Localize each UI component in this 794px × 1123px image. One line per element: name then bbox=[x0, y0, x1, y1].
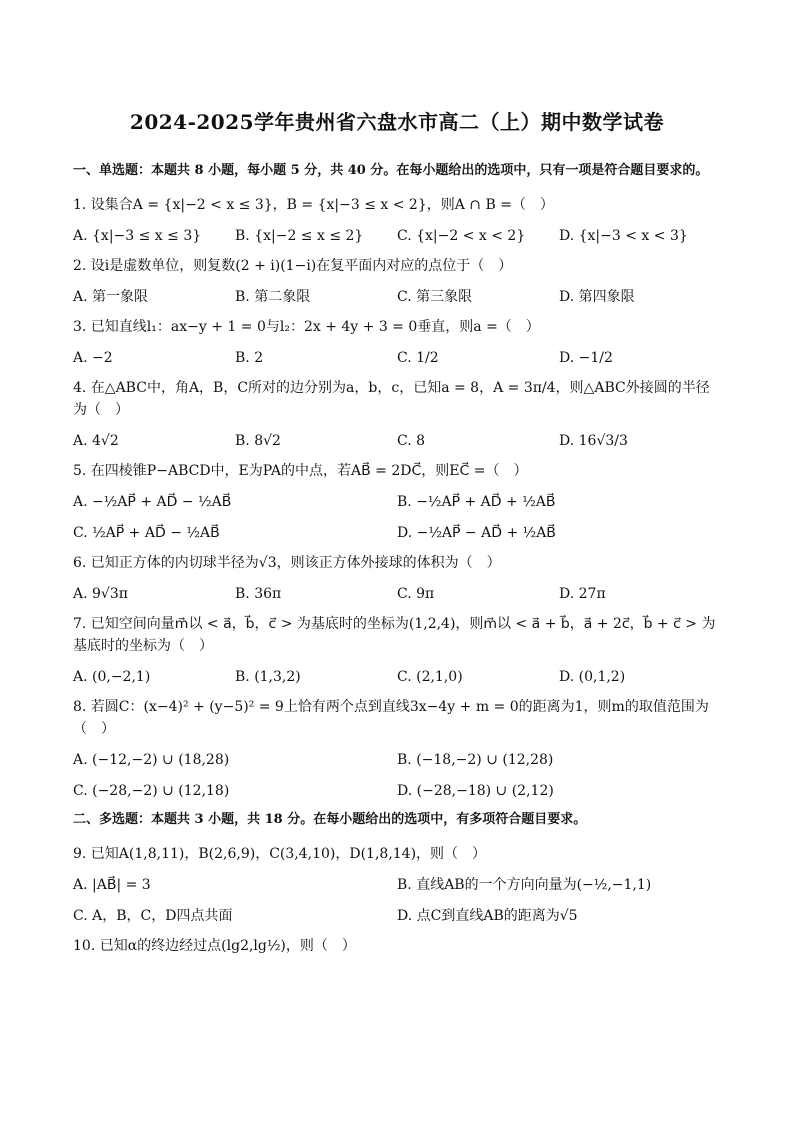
question-1-stem: 1. 设集合A = {x|−2 < x ≤ 3}，B = {x|−3 ≤ x < 2}，则A ∩ B =（ ） bbox=[73, 197, 554, 213]
option-b: B. 2 bbox=[235, 350, 264, 366]
question-9-stem: 9. 已知A(1,8,11)，B(2,6,9)，C(3,4,10)，D(1,8,14)，则（ ） bbox=[73, 846, 487, 862]
section-single-choice-header: 一、单选题：本题共 8 小题，每小题 5 分，共 40 分。在每小题给出的选项中，只有一项是符合题目要求的。 bbox=[73, 163, 709, 178]
question-6-options bbox=[73, 583, 721, 605]
option-a: A. 9√3π bbox=[73, 586, 128, 602]
question-2-stem: 2. 设i是虚数单位，则复数(2 + i)(1−i)在复平面内对应的点位于（ ） bbox=[73, 258, 513, 274]
option-d: D. 16√3/3 bbox=[559, 433, 628, 449]
option-b: B. 36π bbox=[235, 586, 282, 602]
option-a: A. {x|−3 ≤ x ≤ 3} bbox=[73, 228, 202, 244]
option-c: C. 9π bbox=[397, 586, 435, 602]
question-8-options-row-2 bbox=[73, 780, 721, 802]
option-c: C. (2,1,0) bbox=[397, 669, 463, 685]
option-b: B. {x|−2 ≤ x ≤ 2} bbox=[235, 228, 364, 244]
option-a: A. (−12,−2) ∪ (18,28) bbox=[73, 752, 230, 768]
question-4-stem: 4. 在△ABC中，角A，B，C所对的边分别为a，b，c，已知a = 8，A = 3π/4，则△ABC外接圆的半径为（ ） bbox=[73, 380, 710, 418]
question-8-stem: 8. 若圆C：(x−4)² + (y−5)² = 9上恰有两个点到直线3x−4y + m = 0的距离为1，则m的取值范围为（ ） bbox=[73, 699, 709, 737]
question-4-options bbox=[73, 430, 721, 452]
question-2-options bbox=[73, 286, 721, 308]
option-c: C. {x|−2 < x < 2} bbox=[397, 228, 526, 244]
question-8-options-row-1 bbox=[73, 749, 721, 771]
option-c: C. 1/2 bbox=[397, 350, 439, 366]
question-1-options bbox=[73, 225, 721, 247]
option-d: D. 第四象限 bbox=[559, 289, 635, 305]
option-a: A. 4√2 bbox=[73, 433, 119, 449]
option-c: C. 第三象限 bbox=[397, 289, 473, 305]
option-d: D. {x|−3 < x < 3} bbox=[559, 228, 688, 244]
question-9-options-row-2 bbox=[73, 905, 721, 927]
option-b: B. 直线AB的一个方向向量为(−½,−1,1) bbox=[397, 877, 652, 893]
section-multiple-choice-header: 二、多选题：本题共 3 小题，共 18 分。在每小题给出的选项中，有多项符合题目要求。 bbox=[73, 812, 587, 827]
option-c: C. 8 bbox=[397, 433, 426, 449]
option-c: C. A，B，C，D四点共面 bbox=[73, 908, 233, 924]
question-7-stem: 7. 已知空间向量m⃗以 < a⃗，b⃗，c⃗ > 为基底时的坐标为(1,2,4)，则m⃗以 < a⃗ + b⃗，a⃗ + 2c⃗，b⃗ + c⃗ > 为基底时的坐标为（ ） bbox=[73, 616, 716, 654]
option-b: B. (−18,−2) ∪ (12,28) bbox=[397, 752, 554, 768]
question-7-options bbox=[73, 666, 721, 688]
question-5-options-row-1 bbox=[73, 491, 721, 513]
option-d: D. 27π bbox=[559, 586, 606, 602]
option-d: D. 点C到直线AB的距离为√5 bbox=[397, 908, 578, 924]
option-a: A. −2 bbox=[73, 350, 113, 366]
option-c: C. ½AP⃗ + AD⃗ − ½AB⃗ bbox=[73, 525, 220, 541]
option-a: A. (0,−2,1) bbox=[73, 669, 151, 685]
option-a: A. |AB⃗| = 3 bbox=[73, 877, 151, 893]
option-b: B. 第二象限 bbox=[235, 289, 311, 305]
option-a: A. −½AP⃗ + AD⃗ − ½AB⃗ bbox=[73, 494, 232, 510]
question-3-options bbox=[73, 347, 721, 369]
option-c: C. (−28,−2) ∪ (12,18) bbox=[73, 783, 230, 799]
option-b: B. 8√2 bbox=[235, 433, 281, 449]
option-d: D. (0,1,2) bbox=[559, 669, 626, 685]
page-title: 2024-2025学年贵州省六盘水市高二（上）期中数学试卷 bbox=[129, 110, 665, 134]
option-d: D. −1/2 bbox=[559, 350, 613, 366]
question-3-stem: 3. 已知直线l₁：ax−y + 1 = 0与l₂：2x + 4y + 3 = 0垂直，则a =（ ） bbox=[73, 319, 540, 335]
option-b: B. (1,3,2) bbox=[235, 669, 301, 685]
option-a: A. 第一象限 bbox=[73, 289, 149, 305]
option-d: D. (−28,−18) ∪ (2,12) bbox=[397, 783, 554, 799]
question-9-options-row-1 bbox=[73, 874, 721, 896]
option-d: D. −½AP⃗ − AD⃗ + ½AB⃗ bbox=[397, 525, 556, 541]
question-5-stem: 5. 在四棱锥P−ABCD中，E为PA的中点，若AB⃗ = 2DC⃗，则EC⃗ =（ ） bbox=[73, 463, 528, 479]
question-10-stem: 10. 已知α的终边经过点(lg2,lg½)，则（ ） bbox=[73, 938, 356, 954]
question-6-stem: 6. 已知正方体的内切球半径为√3，则该正方体外接球的体积为（ ） bbox=[73, 555, 501, 571]
question-5-options-row-2 bbox=[73, 522, 721, 544]
option-b: B. −½AP⃗ + AD⃗ + ½AB⃗ bbox=[397, 494, 556, 510]
